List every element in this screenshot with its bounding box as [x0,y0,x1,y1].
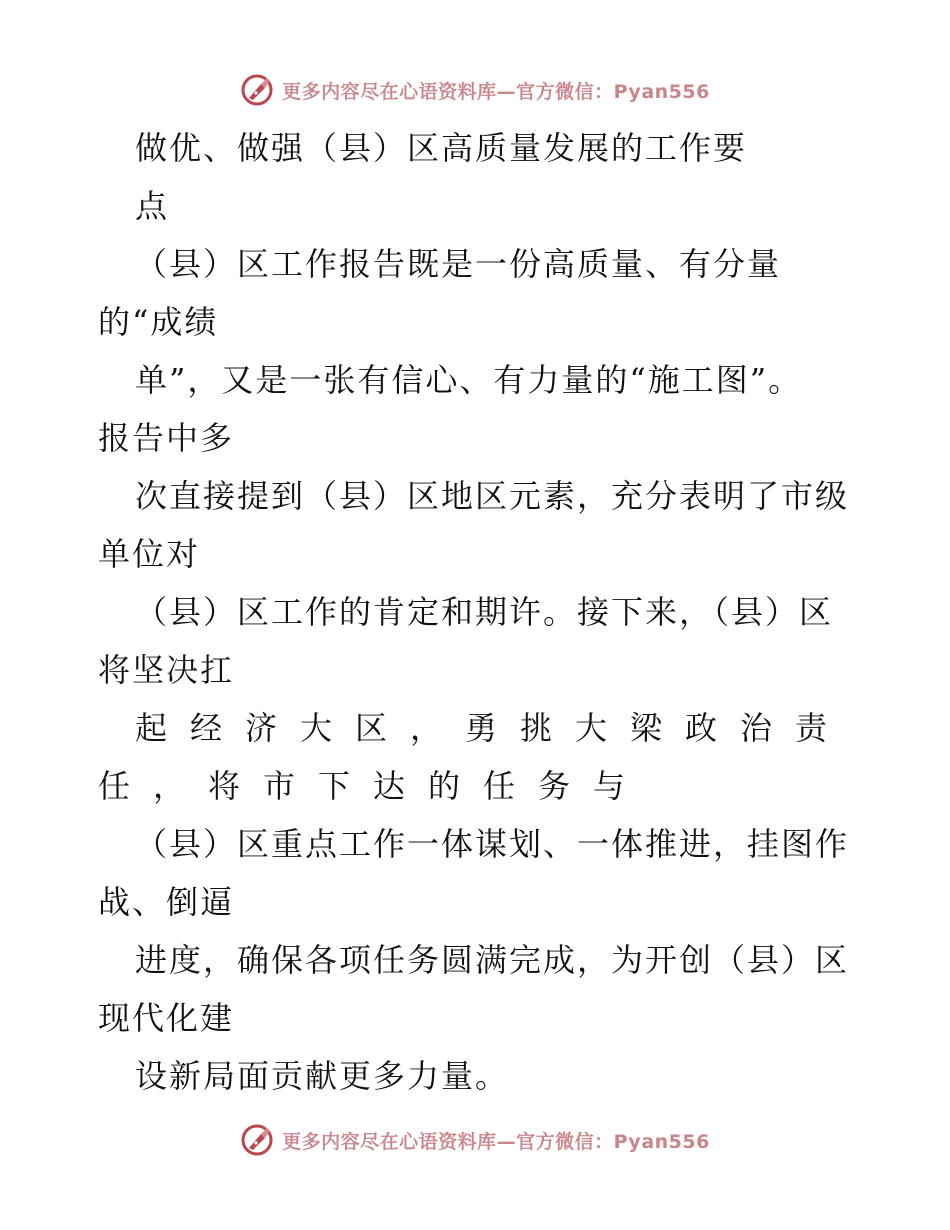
text-line: 点 [135,187,170,225]
text-line: 报告中多 [98,419,235,457]
text-line: 单位对 [98,535,201,573]
banner-text: 更多内容尽在心语资料库—官方微信：Pyan556 [282,1130,710,1153]
text-line: 次直接提到（县）区地区元素，充分表明了市级 [135,477,850,515]
text-line: 战、倒逼 [98,883,235,921]
pen-nib-logo-icon [240,73,274,107]
header-banner [0,70,950,110]
text-line: （县）区工作的肯定和期许。接下来，（县）区 [135,593,834,631]
text-line: 进度，确保各项任务圆满完成，为开创（县）区 [135,941,850,979]
footer-banner [0,1120,950,1160]
text-line: 做优、做强（县）区高质量发展的工作要 [135,129,748,167]
text-line: 将坚决扛 [98,651,235,689]
pen-nib-logo-icon [240,1123,274,1157]
text-line: 设新局面贡献更多力量。 [135,1057,510,1095]
text-line: （县）区重点工作一体谋划、一体推进，挂图作 [135,825,850,863]
text-line: 任，将市下达的任务与 [98,767,649,805]
text-line: （县）区工作报告既是一份高质量、有分量 [135,245,782,283]
text-line: 的“成绩 [98,303,219,341]
text-line: 单”，又是一张有信心、有力量的“施工图”。 [135,361,803,399]
text-line: 起经济大区，勇挑大梁政治责 [135,709,851,747]
banner-text: 更多内容尽在心语资料库—官方微信：Pyan556 [282,80,710,103]
text-line: 现代化建 [98,999,235,1037]
